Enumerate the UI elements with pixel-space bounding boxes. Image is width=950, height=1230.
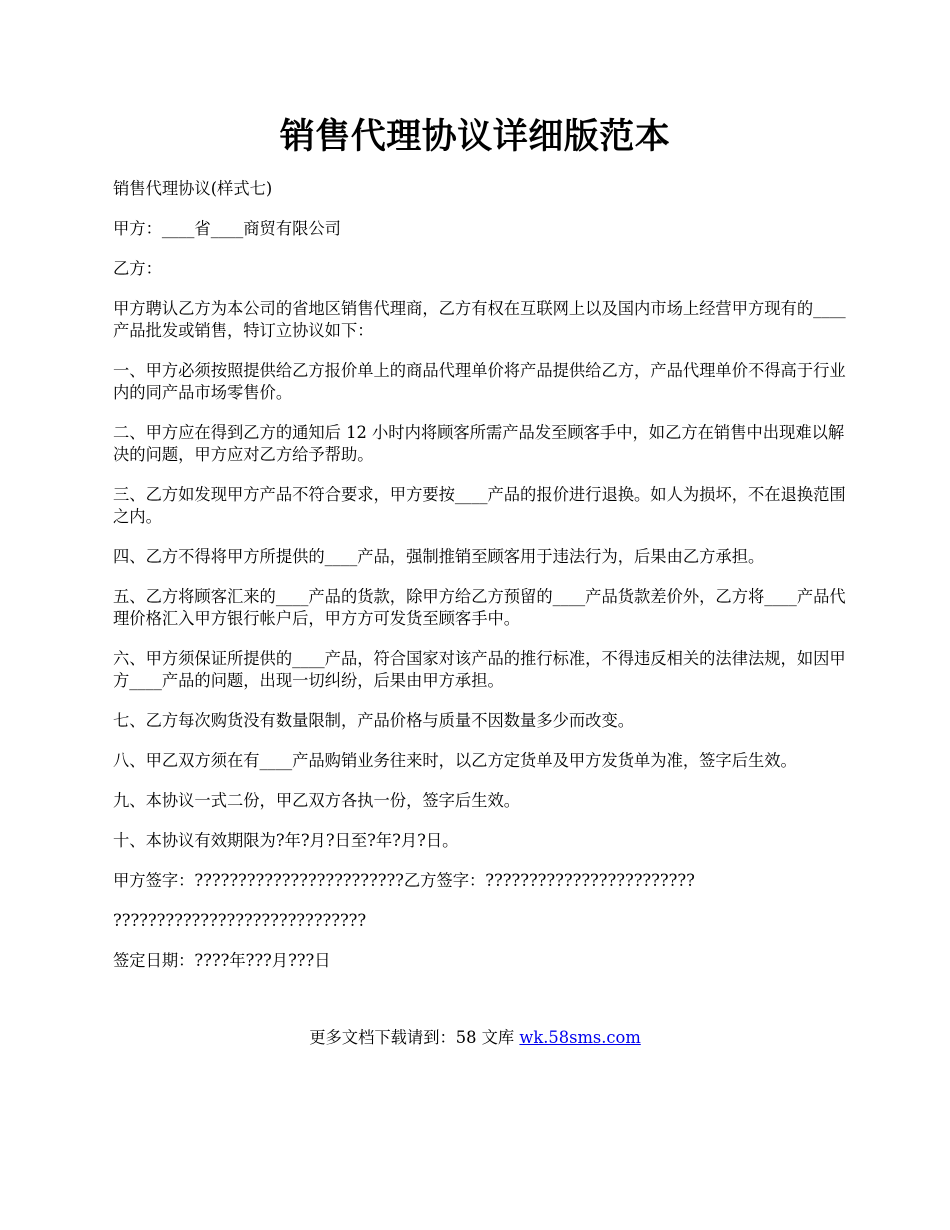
subtitle: 销售代理协议(样式七) [113,179,273,198]
clause-5: 五、乙方将顾客汇来的____产品的货款，除甲方给乙方预留的____产品货款差价外，乙方将____产品代理价格汇入甲方银行帐户后，甲方方可发货至顾客手中。 [113,587,846,628]
clause-7: 七、乙方每次购货没有数量限制，产品价格与质量不因数量多少而改变。 [113,711,635,730]
intro-paragraph: 甲方聘认乙方为本公司的省地区销售代理商，乙方有权在互联网上以及国内市场上经营甲方现有的____产品批发或销售，特订立协议如下： [113,299,846,340]
document-title: 销售代理协议详细版范本 [279,116,671,157]
download-footer [0,1027,950,1049]
clause-1: 一、甲方必须按照提供给乙方报价单上的商品代理单价将产品提供给乙方，产品代理单价不得高于行业内的同产品市场零售价。 [113,361,846,402]
document-body [113,178,853,990]
signature-line-continued: ????????????????????????????? [113,911,367,930]
signing-date: 签定日期：????年???月???日 [113,951,331,970]
party-a-line: 甲方：____省____商贸有限公司 [113,219,341,238]
party-b-line: 乙方： [113,259,162,278]
footer-prefix: 更多文档下载请到：58 文库 [309,1028,520,1047]
clause-2: 二、甲方应在得到乙方的通知后 12 小时内将顾客所需产品发至顾客手中，如乙方在销售中出现难以解决的问题，甲方应对乙方给予帮助。 [113,423,845,464]
clause-8: 八、甲乙双方须在有____产品购销业务往来时，以乙方定货单及甲方发货单为准，签字后生效。 [113,751,797,770]
clause-4: 四、乙方不得将甲方所提供的____产品，强制推销至顾客用于违法行为，后果由乙方承担。 [113,547,765,566]
clause-3: 三、乙方如发现甲方产品不符合要求，甲方要按____产品的报价进行退换。如人为损坏，不在退换范围之内。 [113,485,846,526]
clause-6: 六、甲方须保证所提供的____产品，符合国家对该产品的推行标准，不得违反相关的法律法规，如因甲方____产品的问题，出现一切纠纷，后果由甲方承担。 [113,649,846,690]
footer-link[interactable]: wk.58sms.com [519,1028,641,1047]
clause-10: 十、本协议有效期限为?年?月?日至?年?月?日。 [113,831,459,850]
signature-line: 甲方签字：????????????????????????乙方签字：???????????????????????? [113,871,695,890]
clause-9: 九、本协议一式二份，甲乙双方各执一份，签字后生效。 [113,791,521,810]
